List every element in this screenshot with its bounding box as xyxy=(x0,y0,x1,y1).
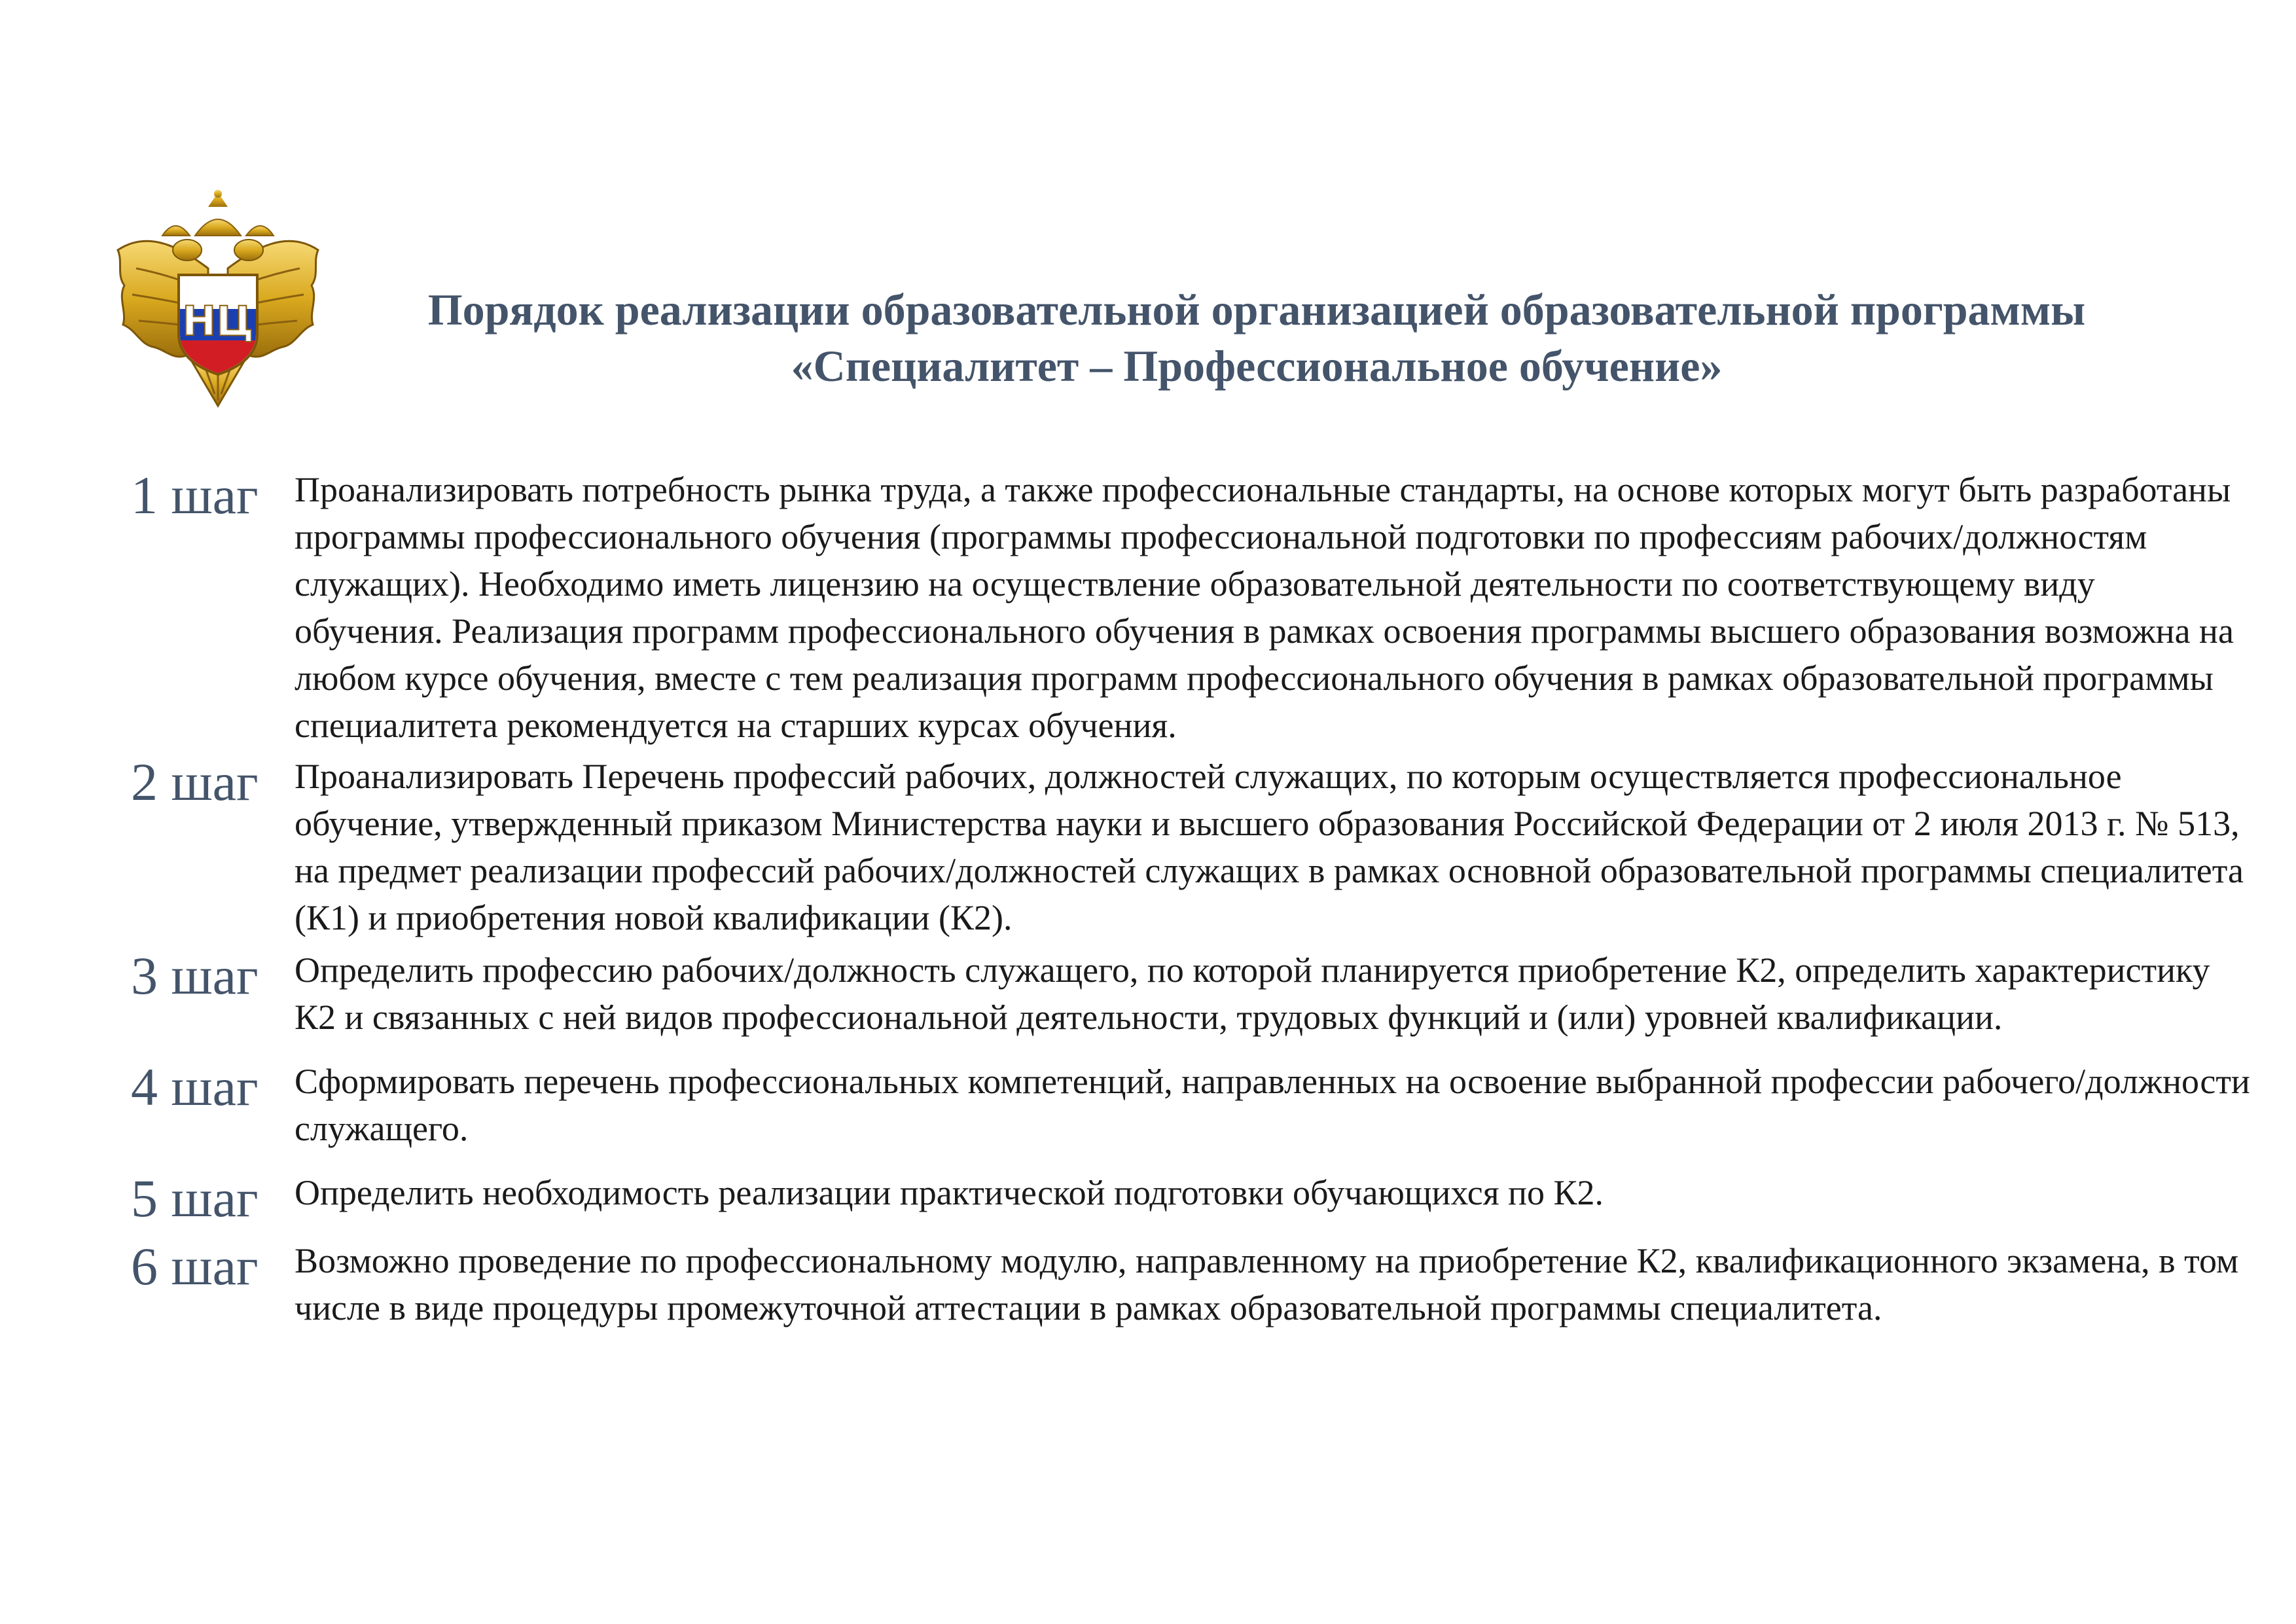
step-5-text: Определить необходимость реализации практической подготовки обучающихся по К2. xyxy=(295,1173,1604,1212)
step-3-label: 3 шаг xyxy=(131,946,259,1005)
step-3-text: Определить профессию рабочих/должность служащего, по которой планируется приобретение К2, определить характеристику К2 и связанных с ней видов профессиональной деятельности, трудовых функций и (или) уровней квалификации. xyxy=(295,950,2210,1037)
step-5-label: 5 шаг xyxy=(131,1168,259,1228)
title-line-1: Порядок реализации образовательной организацией образовательной программы xyxy=(427,285,2086,334)
steps-list xyxy=(131,466,2251,1331)
step-3 xyxy=(131,947,2251,1041)
step-1-text: Проанализировать потребность рынка труда, а также профессиональные стандарты, на основе которых могут быть разработаны программы профессионального обучения (программы профессиональной подготовки по профессиям рабочих/должностям служащих). Необходимо иметь лицензию на осуществление образовательной деятельности по соответствующему виду обучения. Реализация программ профессионального обучения в рамках освоения программы высшего образования возможна на любом курсе обучения, вместе с тем реализация программ профессионального обучения в рамках образовательной программы специалитета рекомендуется на старших курсах обучения. xyxy=(295,470,2234,745)
step-6-text: Возможно проведение по профессиональному модулю, направленному на приобретение К2, квалификационного экзамена, в том числе в виде процедуры промежуточной аттестации в рамках образовательной программы специалитета. xyxy=(295,1241,2239,1327)
step-1-label: 1 шаг xyxy=(131,465,259,525)
step-5 xyxy=(131,1168,2251,1228)
step-4-text: Сформировать перечень профессиональных компетенций, направленных на освоение выбранной профессии рабочего/должности служащего. xyxy=(295,1062,2250,1148)
step-6-label: 6 шаг xyxy=(131,1236,259,1296)
double-headed-eagle-emblem-icon xyxy=(110,190,326,412)
step-4-label: 4 шаг xyxy=(131,1057,259,1117)
step-2 xyxy=(131,753,2251,941)
step-1 xyxy=(131,466,2251,749)
svg-text:НЦ: НЦ xyxy=(182,297,254,345)
step-4 xyxy=(131,1058,2251,1152)
page-title xyxy=(367,281,2147,394)
step-2-label: 2 шаг xyxy=(131,752,259,812)
step-6 xyxy=(131,1237,2251,1331)
step-2-text: Проанализировать Перечень профессий рабочих, должностей служащих, по которым осуществляется профессиональное обучение, утвержденный приказом Министерства науки и высшего образования Российской Федерации от 2 июля 2013 г. № 513, на предмет реализации профессий рабочих/должностей служащих в рамках основной образовательной программы специалитета (К1) и приобретения новой квалификации (К2). xyxy=(295,757,2244,937)
title-line-2: «Специалитет – Профессиональное обучение» xyxy=(791,341,1723,391)
